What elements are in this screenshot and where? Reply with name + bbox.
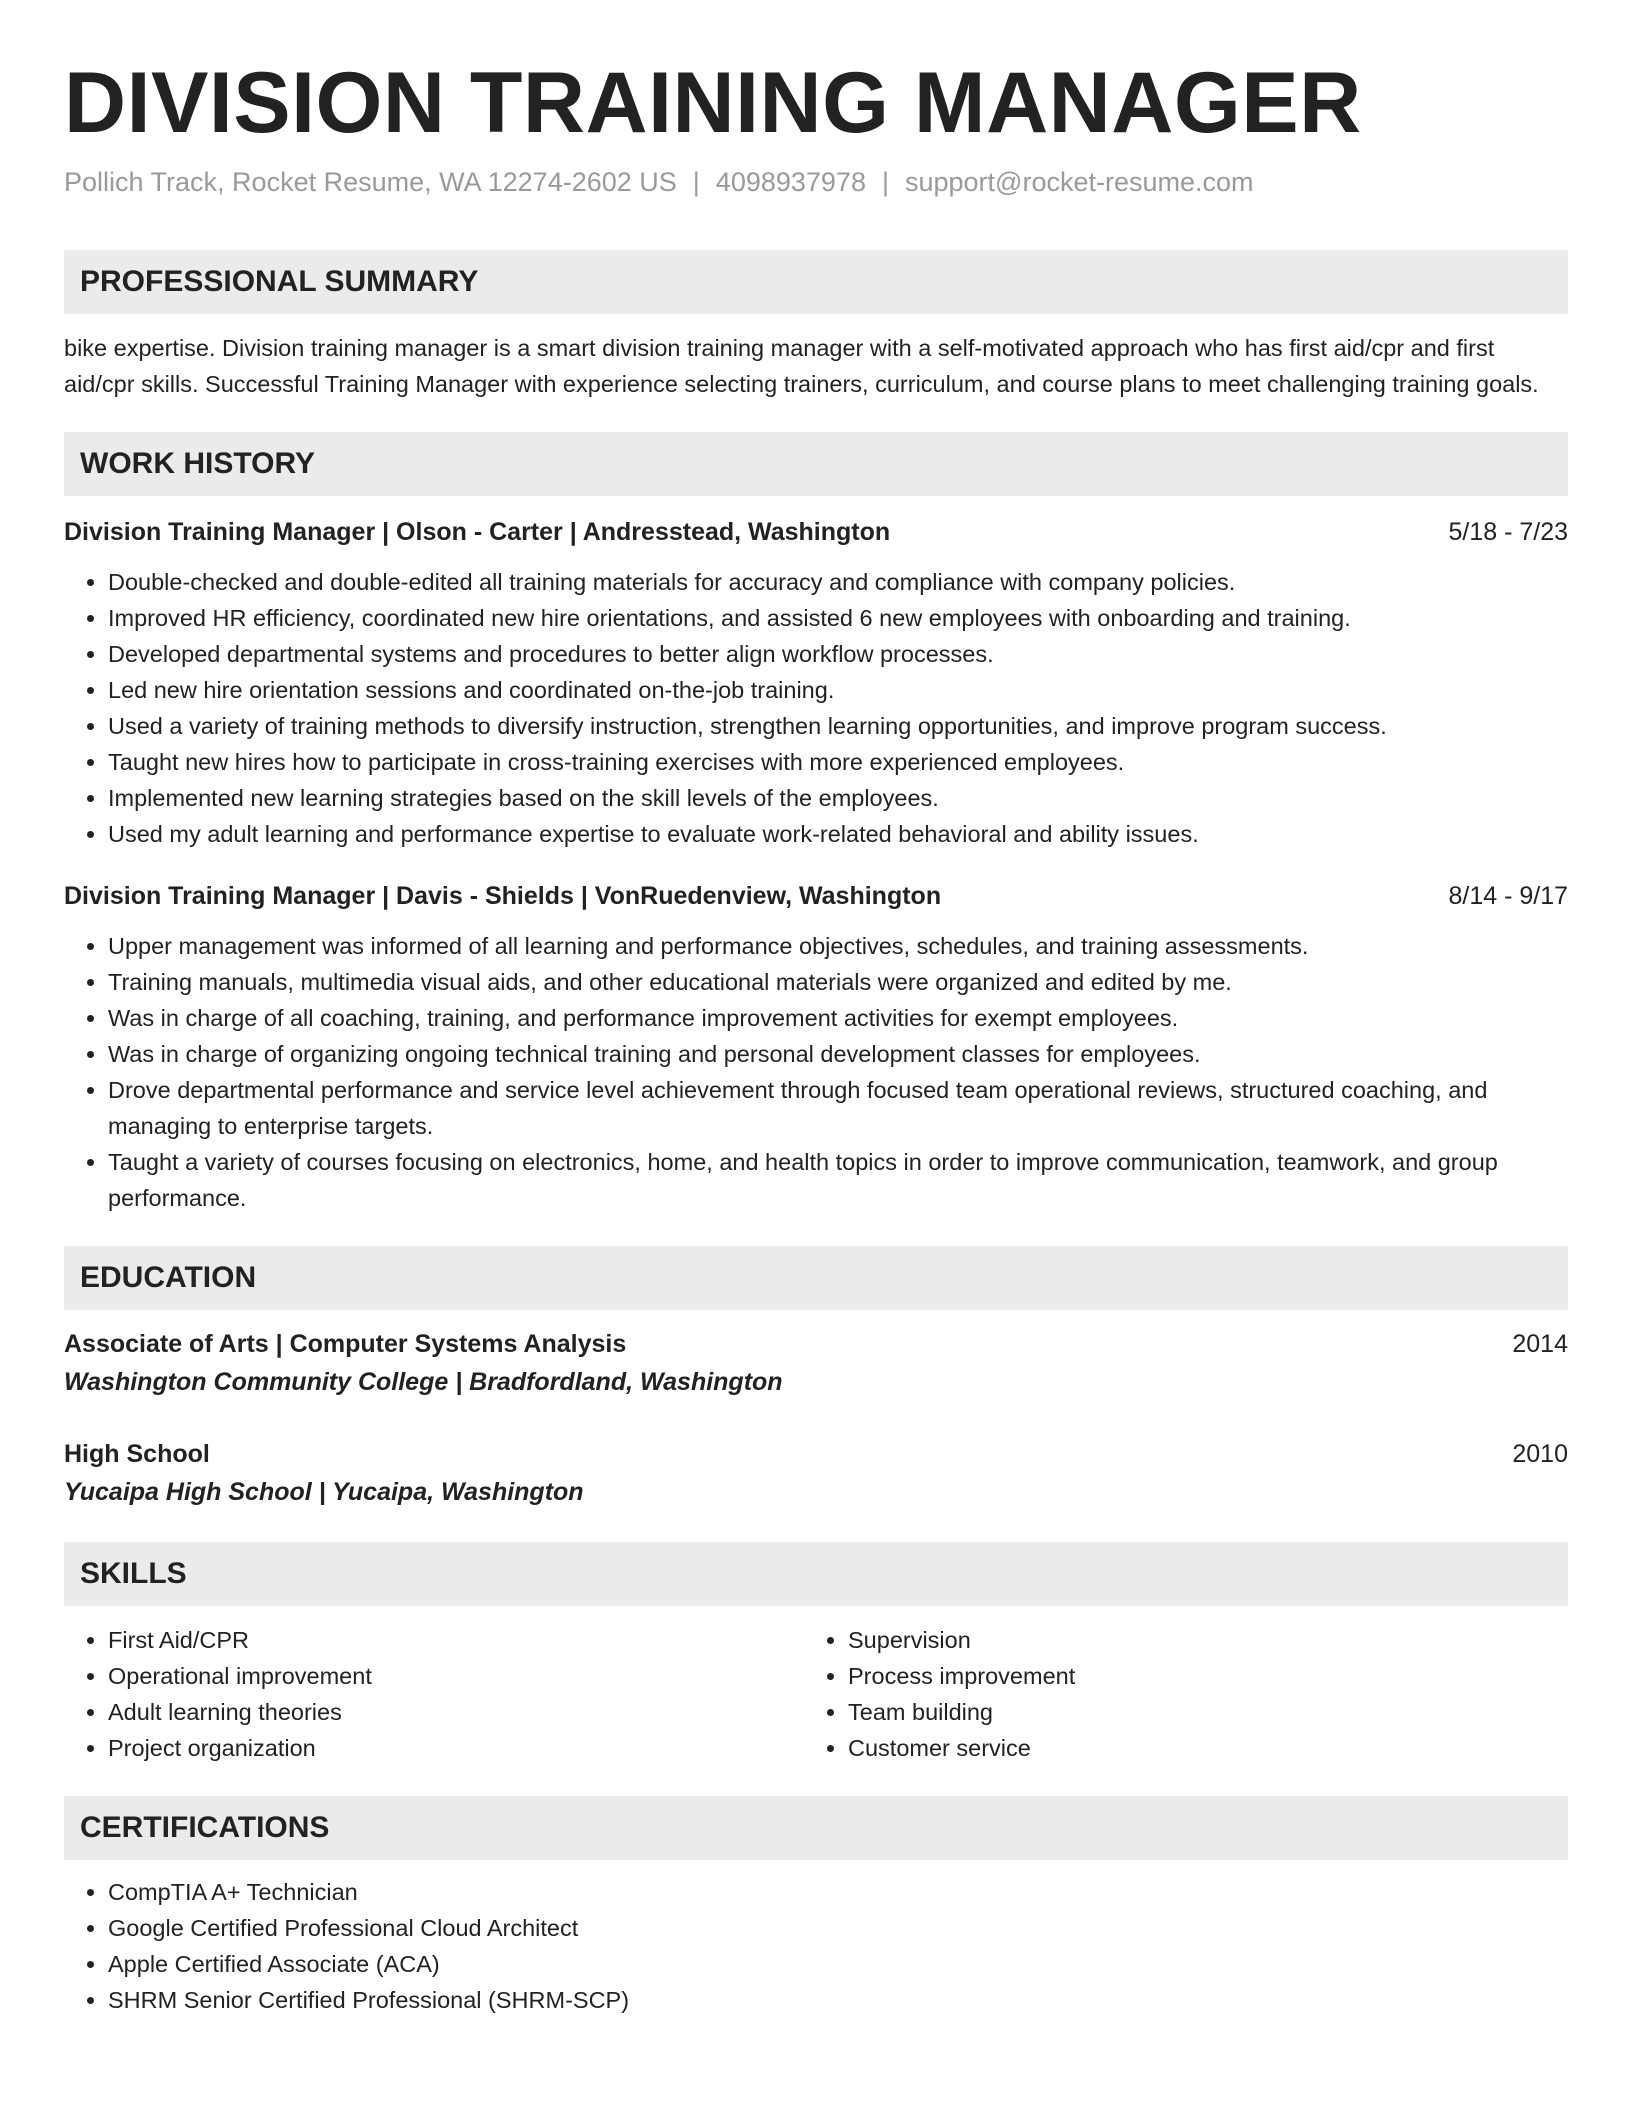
skill-item: • Customer service <box>848 1730 1544 1766</box>
job-entry <box>64 878 1568 1216</box>
contact-separator: | <box>881 166 889 197</box>
certification-item: • CompTIA A+ Technician <box>108 1874 1568 1910</box>
job-bullet: • Implemented new learning strategies based on the skill levels of the employees. <box>108 780 1568 816</box>
job-bullet: • Developed departmental systems and procedures to better align workflow processes. <box>108 636 1568 672</box>
job-header <box>64 514 1568 550</box>
job-bullet: • Used a variety of training methods to diversify instruction, strengthen learning opportunities, and improve program success. <box>108 708 1568 744</box>
skill-item: • First Aid/CPR <box>108 1622 804 1658</box>
job-title: Division Training Manager | Olson - Carter | Andresstead, Washington <box>64 517 891 546</box>
section-heading-certifications: CERTIFICATIONS <box>64 1796 1568 1860</box>
skill-item: • Team building <box>848 1694 1544 1730</box>
education-school: Yucaipa High School | Yucaipa, Washington <box>64 1477 584 1506</box>
job-dates: 8/14 - 9/17 <box>1448 881 1568 910</box>
contact-address: Pollich Track, Rocket Resume, WA 12274-2602 US <box>64 166 677 197</box>
job-bullets <box>64 564 1568 852</box>
education-year: 2014 <box>1512 1329 1568 1358</box>
job-bullet: • Upper management was informed of all learning and performance objectives, schedules, and training assessments. <box>108 928 1568 964</box>
education-degree: Associate of Arts | Computer Systems Analysis <box>64 1329 627 1358</box>
contact-separator: | <box>692 166 700 197</box>
skill-item: • Process improvement <box>848 1658 1544 1694</box>
job-bullet: • Training manuals, multimedia visual aids, and other educational materials were organized and edited by me. <box>108 964 1568 1000</box>
education-school: Washington Community College | Bradfordland, Washington <box>64 1367 783 1396</box>
education-header <box>64 1436 1568 1472</box>
section-heading-skills: SKILLS <box>64 1542 1568 1606</box>
certification-item: • Google Certified Professional Cloud Architect <box>108 1910 1568 1946</box>
job-header <box>64 878 1568 914</box>
job-bullet: • Drove departmental performance and service level achievement through focused team operational reviews, structured coaching, and managing to enterprise targets. <box>108 1072 1568 1144</box>
certification-item: • Apple Certified Associate (ACA) <box>108 1946 1568 1982</box>
job-bullet: • Double-checked and double-edited all training materials for accuracy and compliance with company policies. <box>108 564 1568 600</box>
job-bullet: • Taught a variety of courses focusing on electronics, home, and health topics in order to improve communication, teamwork, and group performance. <box>108 1144 1568 1216</box>
job-bullet: • Was in charge of organizing ongoing technical training and personal development classes for employees. <box>108 1036 1568 1072</box>
contact-phone: 4098937978 <box>715 166 866 197</box>
section-heading-summary: PROFESSIONAL SUMMARY <box>64 250 1568 314</box>
education-entry <box>64 1326 1568 1402</box>
skills-columns <box>64 1622 1568 1766</box>
section-heading-education: EDUCATION <box>64 1246 1568 1310</box>
skills-list-left <box>64 1622 804 1766</box>
job-entry <box>64 514 1568 852</box>
summary-text: bike expertise. Division training manager is a smart division training manager with a self-motivated approach who has first aid/cpr and first aid/cpr skills. Successful Training Manager with experience selecting trainers, curriculum, and course plans to meet challenging training goals. <box>64 334 1539 397</box>
job-bullet: • Led new hire orientation sessions and coordinated on-the-job training. <box>108 672 1568 708</box>
job-bullet: • Was in charge of all coaching, training, and performance improvement activities for exempt employees. <box>108 1000 1568 1036</box>
job-bullets <box>64 928 1568 1216</box>
education-entry <box>64 1436 1568 1512</box>
education-year: 2010 <box>1512 1439 1568 1468</box>
skill-item: • Adult learning theories <box>108 1694 804 1730</box>
job-bullet: • Used my adult learning and performance expertise to evaluate work-related behavioral and ability issues. <box>108 816 1568 852</box>
job-bullet: • Improved HR efficiency, coordinated new hire orientations, and assisted 6 new employees with onboarding and training. <box>108 600 1568 636</box>
certification-item: • SHRM Senior Certified Professional (SHRM-SCP) <box>108 1982 1568 2018</box>
skill-item: • Project organization <box>108 1730 804 1766</box>
contact-line <box>64 167 1568 198</box>
job-bullet: • Taught new hires how to participate in cross-training exercises with more experienced employees. <box>108 744 1568 780</box>
job-dates: 5/18 - 7/23 <box>1448 517 1568 546</box>
skill-item: • Supervision <box>848 1622 1544 1658</box>
skills-list-right <box>804 1622 1544 1766</box>
section-heading-work-history: WORK HISTORY <box>64 432 1568 496</box>
certifications-list <box>64 1874 1568 2018</box>
skill-item: • Operational improvement <box>108 1658 804 1694</box>
job-title: Division Training Manager | Davis - Shields | VonRuedenview, Washington <box>64 881 942 910</box>
education-header <box>64 1326 1568 1362</box>
contact-email: support@rocket-resume.com <box>904 166 1254 197</box>
education-degree: High School <box>64 1439 210 1468</box>
resume-title: DIVISION TRAINING MANAGER <box>64 55 1362 151</box>
